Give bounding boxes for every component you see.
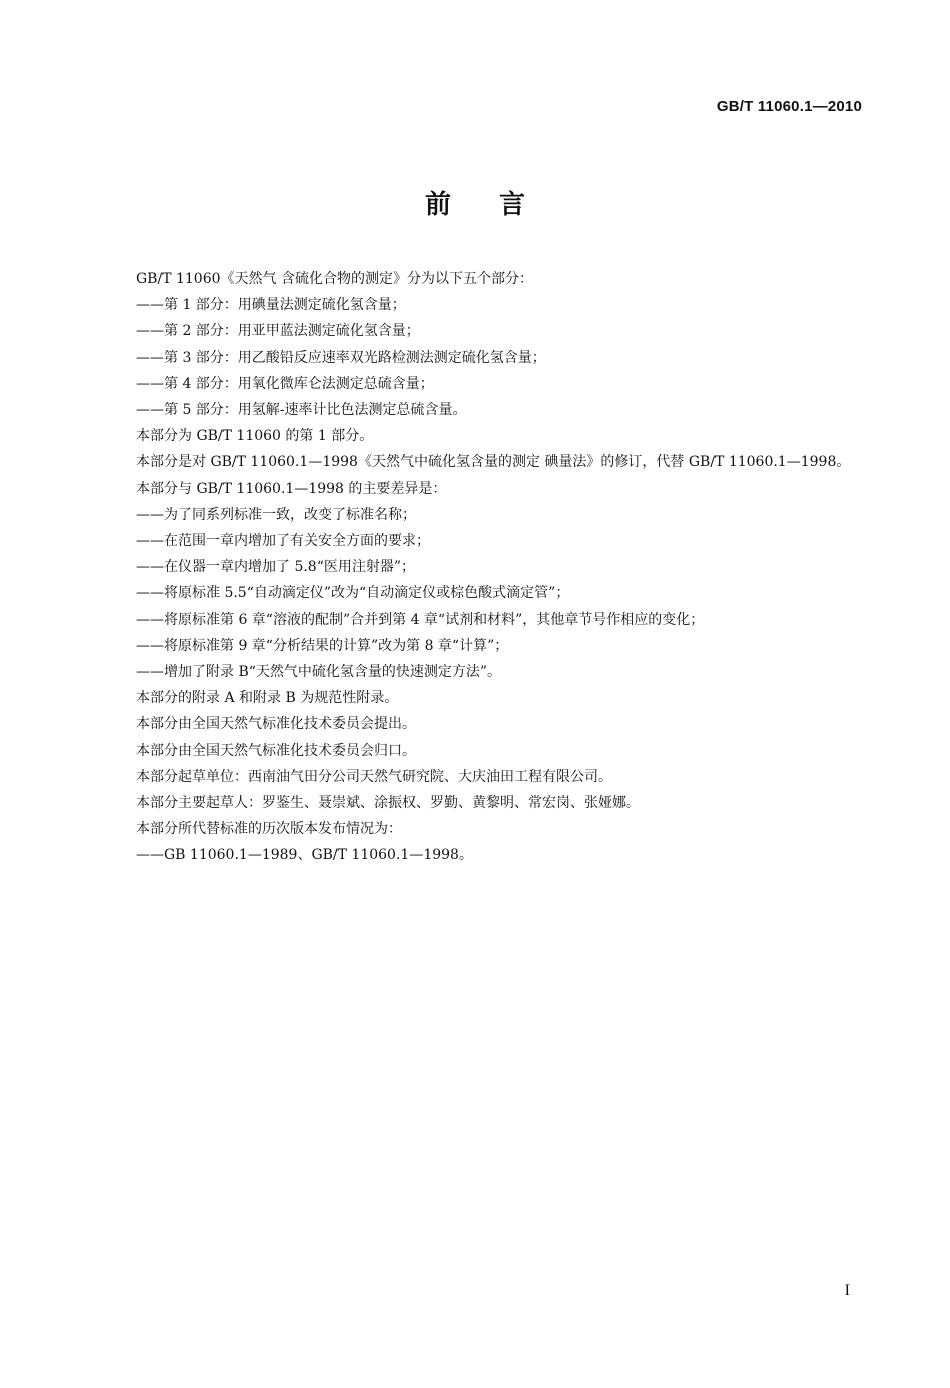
page-title-part-2: 言 xyxy=(499,190,526,220)
page-number: I xyxy=(844,1282,850,1299)
paragraph-drafting-units: 本部分起草单位：西南油气田分公司天然气研究院、大庆油田工程有限公司。 xyxy=(136,768,612,785)
paragraph-annexes: 本部分的附录 A 和附录 B 为规范性附录。 xyxy=(136,690,399,707)
list-item-difference: ——增加了附录 B“天然气中硫化氢含量的快速测定方法”。 xyxy=(136,664,502,681)
list-item-difference: ——在范围一章内增加了有关安全方面的要求； xyxy=(136,533,430,550)
page-title xyxy=(0,184,950,221)
page-title-part-1: 前 xyxy=(424,190,451,220)
list-item-previous-edition: ——GB 11060.1—1989、GB/T 11060.1—1998。 xyxy=(136,847,473,864)
list-item-difference: ——将原标准 5.5“自动滴定仪”改为“自动滴定仪或棕色酸式滴定管”； xyxy=(136,585,570,602)
paragraph-proposed-by: 本部分由全国天然气标准化技术委员会提出。 xyxy=(136,716,416,733)
list-item-part-4: ——第 4 部分：用氧化微库仑法测定总硫含量； xyxy=(136,375,434,392)
standard-code: GB/T 11060.1—2010 xyxy=(716,98,862,115)
paragraph-this-part: 本部分为 GB/T 11060 的第 1 部分。 xyxy=(136,428,374,445)
paragraph-under-jurisdiction: 本部分由全国天然气标准化技术委员会归口。 xyxy=(136,742,416,759)
paragraph-revision: 本部分是对 GB/T 11060.1—1998《天然气中硫化氢含量的测定 碘量法》的修订，代替 GB/T 11060.1—1998。 xyxy=(136,454,851,471)
paragraph-differences-intro: 本部分与 GB/T 11060.1—1998 的主要差异是： xyxy=(136,480,447,497)
list-item-difference: ——为了同系列标准一致，改变了标准名称； xyxy=(136,506,416,523)
paragraph-previous-editions-intro: 本部分所代替标准的历次版本发布情况为： xyxy=(136,821,402,838)
list-item-difference: ——在仪器一章内增加了 5.8“医用注射器”； xyxy=(136,559,416,576)
list-item-part-1: ——第 1 部分：用碘量法测定硫化氢含量； xyxy=(136,297,406,314)
list-item-part-5: ——第 5 部分：用氢解-速率计比色法测定总硫含量。 xyxy=(136,402,467,419)
paragraph-intro: GB/T 11060《天然气 含硫化合物的测定》分为以下五个部分： xyxy=(136,271,533,287)
foreword-body xyxy=(104,266,869,869)
list-item-part-2: ——第 2 部分：用亚甲蓝法测定硫化氢含量； xyxy=(136,323,420,340)
paragraph-drafters: 本部分主要起草人：罗鉴生、聂崇斌、涂振权、罗勤、黄黎明、常宏岗、张娅娜。 xyxy=(136,795,640,812)
list-item-difference: ——将原标准第 9 章“分析结果的计算”改为第 8 章“计算”； xyxy=(136,637,509,654)
list-item-difference: ——将原标准第 6 章“溶液的配制”合并到第 4 章“试剂和材料”，其他章节号作相应的变化； xyxy=(136,611,705,628)
list-item-part-3: ——第 3 部分：用乙酸铅反应速率双光路检测法测定硫化氢含量； xyxy=(136,349,546,366)
